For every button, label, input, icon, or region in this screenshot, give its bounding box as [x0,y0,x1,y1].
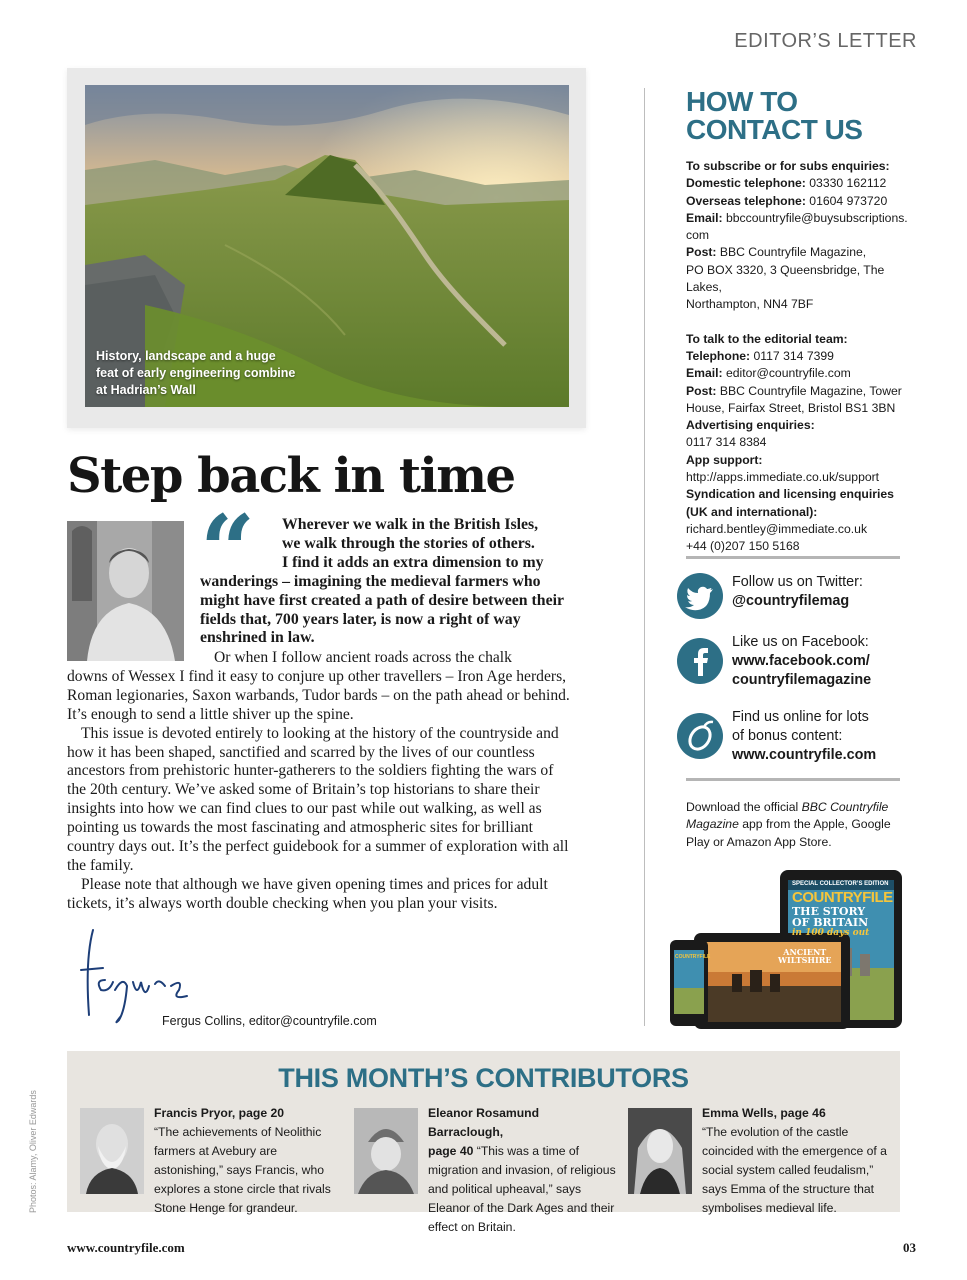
editorial-heading: To talk to the editorial team: [686,331,848,346]
overseas-label: Overseas telephone: [686,193,806,208]
lead-line-3: I find it adds an extra dimension to my [282,553,544,571]
twitter-text: Follow us on Twitter: [732,574,863,590]
editor-portrait [67,521,184,661]
subs-heading: To subscribe or for subs enquiries: [686,159,890,173]
lead-paragraph [200,516,575,648]
devices-illustration [670,868,905,1030]
tablet-title-2: OF BRITAIN [792,916,869,929]
contributor-photo-eleanor [354,1108,418,1194]
subs-post-label: Post: [686,245,717,260]
subs-post: BBC Countryfile Magazine, [719,245,867,260]
editorial-post-line-2: House, Fairfax Street, Bristol BS1 3BN [686,400,896,415]
subs-email-cont[interactable]: com [686,228,710,243]
lead-line-2: we walk through the stories of others. [282,534,535,552]
facebook-url-2[interactable]: countryfilemagazine [732,672,872,688]
divider-bottom [686,778,900,781]
divider-top [686,556,900,559]
tablet-brand: COUNTRYFILE [792,889,893,906]
contributor-francis [154,1104,342,1218]
contact-details [686,158,911,556]
contributor-name-eleanor-2: page 40 [428,1144,474,1158]
website-text-2: of bonus content: [732,728,843,744]
website-url[interactable]: www.countryfile.com [732,747,877,763]
domestic-phone[interactable]: 03330 162112 [809,176,887,191]
subs-email-label: Email: [686,210,723,225]
editorial-phone[interactable]: 0117 314 7399 [753,348,834,363]
syndication-label-2: (UK and international): [686,504,818,519]
advertising-label: Advertising enquiries: [686,418,815,433]
contributor-text-francis: “The achievements of Neolithic farmers at Avebury are astonishing,” says Francis, who explores a stone circle that rivals Stone Henge for grandeur. [154,1125,331,1215]
editorial-tel-label: Telephone: [686,348,751,363]
app-support-label: App support: [686,452,763,467]
contributor-photo-francis [80,1108,144,1194]
contact-title-line-2: CONTACT US [686,114,863,145]
syndication-email[interactable]: richard.bentley@immediate.co.uk [686,521,868,536]
twitter-handle[interactable]: @countryfilemag [732,593,850,609]
contributor-text-eleanor: “This was a time of migration and invasion, of religious and political upheaval,” says Eleanor of the Dark Ages and their effect on Britain. [428,1144,616,1234]
contributor-name-eleanor: Eleanor Rosamund Barraclough, [428,1106,540,1139]
facebook-url-1[interactable]: www.facebook.com/ [732,653,870,669]
body-text [67,649,575,914]
signature-credit: Fergus Collins, editor@countryfile.com [162,1014,377,1028]
headline: Step back in time [67,448,515,504]
domestic-label: Domestic telephone: [686,176,806,191]
contributor-text-emma: “The evolution of the castle coincided with the emergence of a social system called feudalism,” says Emma of the structure that symbolises medieval life. [702,1125,887,1215]
download-pre: Download the official [686,800,802,814]
subs-post-line-3: Northampton, NN4 7BF [686,297,814,312]
footer-url[interactable]: www.countryfile.com [67,1240,185,1255]
twitter-block[interactable] [677,573,902,623]
contributor-photo-emma [628,1108,692,1194]
page-number: 03 [903,1240,916,1255]
editorial-email[interactable]: editor@countryfile.com [725,366,851,381]
facebook-text: Like us on Facebook: [732,634,869,650]
contributor-emma [702,1104,890,1218]
download-app-name: BBC Countryfile Magazine [686,800,889,832]
twitter-icon[interactable] [677,573,723,619]
syndication-phone[interactable]: +44 (0)207 150 5168 [686,539,800,554]
editorial-post-label: Post: [686,383,717,398]
tablet-title [792,906,869,939]
photo-credit: Photos: Alamy, Oliver Edwards [28,1090,38,1213]
editorial-post: BBC Countryfile Magazine, Tower [719,383,902,398]
mouse-icon[interactable] [677,713,723,759]
tablet-title-1: THE STORY [792,905,866,918]
body-p1-rest: downs of Wessex I find it easy to conjure up other travellers – Iron Age herders, Roman legionaries, Saxon warbands, Tudor bards – on the path ahead or behind. It’s enough to send a little shiver up the spine. [67,667,570,723]
overseas-phone[interactable]: 01604 973720 [809,193,888,208]
website-block[interactable] [677,708,902,768]
landscape-title-2: WILTSHIRE [778,955,832,965]
hero-caption: History, landscape and a huge feat of early engineering combine at Hadrian’s Wall [96,349,296,397]
body-p1-line1: Or when I follow ancient roads across the chalk [214,649,512,666]
contact-title-line-1: HOW TO [686,86,798,117]
lead-line-1: Wherever we walk in the British Isles, [282,516,539,533]
body-p3: Please note that although we have given opening times and prices for adult tickets, it’s always worth double checking when you plan your visits. [67,875,548,912]
syndication-label: Syndication and licensing enquiries [686,487,894,502]
column-divider [644,88,645,1026]
contributor-eleanor [428,1104,616,1237]
app-support-link[interactable]: http://apps.immediate.co.uk/support [686,470,880,485]
facebook-icon[interactable] [677,638,723,684]
landscape-title [778,948,831,964]
landscape-title-1: ANCIENT [783,947,827,957]
body-p2: This issue is devoted entirely to looking at the history of the countryside and how it has been shaped, sanctified and scarred by the lives of our countless ancestors from prehistoric hunter-gatherers to the soldiers fighting the wars of the 20th century. We’ve asked some of Britain’s top historians to share their insights into how we can find clues to our past while out walking, as well as pointing us towards the most fascinating and atmospheric sites for brilliant country days out. It’s the perfect guidebook for a summer of exploration with all the family. [67,724,569,874]
editorial-email-label: Email: [686,366,723,381]
contributors-title: THIS MONTH’S CONTRIBUTORS [278,1063,689,1093]
website-text-1: Find us online for lots [732,709,869,725]
section-label: EDITOR’S LETTER [734,30,917,52]
subs-post-line-2: PO BOX 3320, 3 Queensbridge, The Lakes, [686,262,885,295]
contributor-name-emma: Emma Wells, page 46 [702,1106,826,1120]
lead-rest: wanderings – imagining the medieval farmers who might have first created a path of desire between their fields that, 700 years later, is now a right of way enshrined in law. [200,572,564,647]
tablet-edition: SPECIAL COLLECTOR’S EDITION [792,881,889,887]
download-post: app from the Apple, Google Play or Amazon App Store. [686,817,891,849]
tablet-title-3: in 100 days out [792,928,870,938]
quote-mark-icon: “ [200,494,256,607]
contact-title [686,88,862,144]
facebook-block[interactable] [677,633,902,693]
subs-email[interactable]: bbccountryfile@buysubscriptions. [725,210,908,225]
advertising-phone[interactable]: 0117 314 8384 [686,435,767,450]
phone-brand: COUNTRYFILE [675,954,711,960]
contributor-name-francis: Francis Pryor, page 20 [154,1106,285,1120]
download-text [686,799,901,851]
